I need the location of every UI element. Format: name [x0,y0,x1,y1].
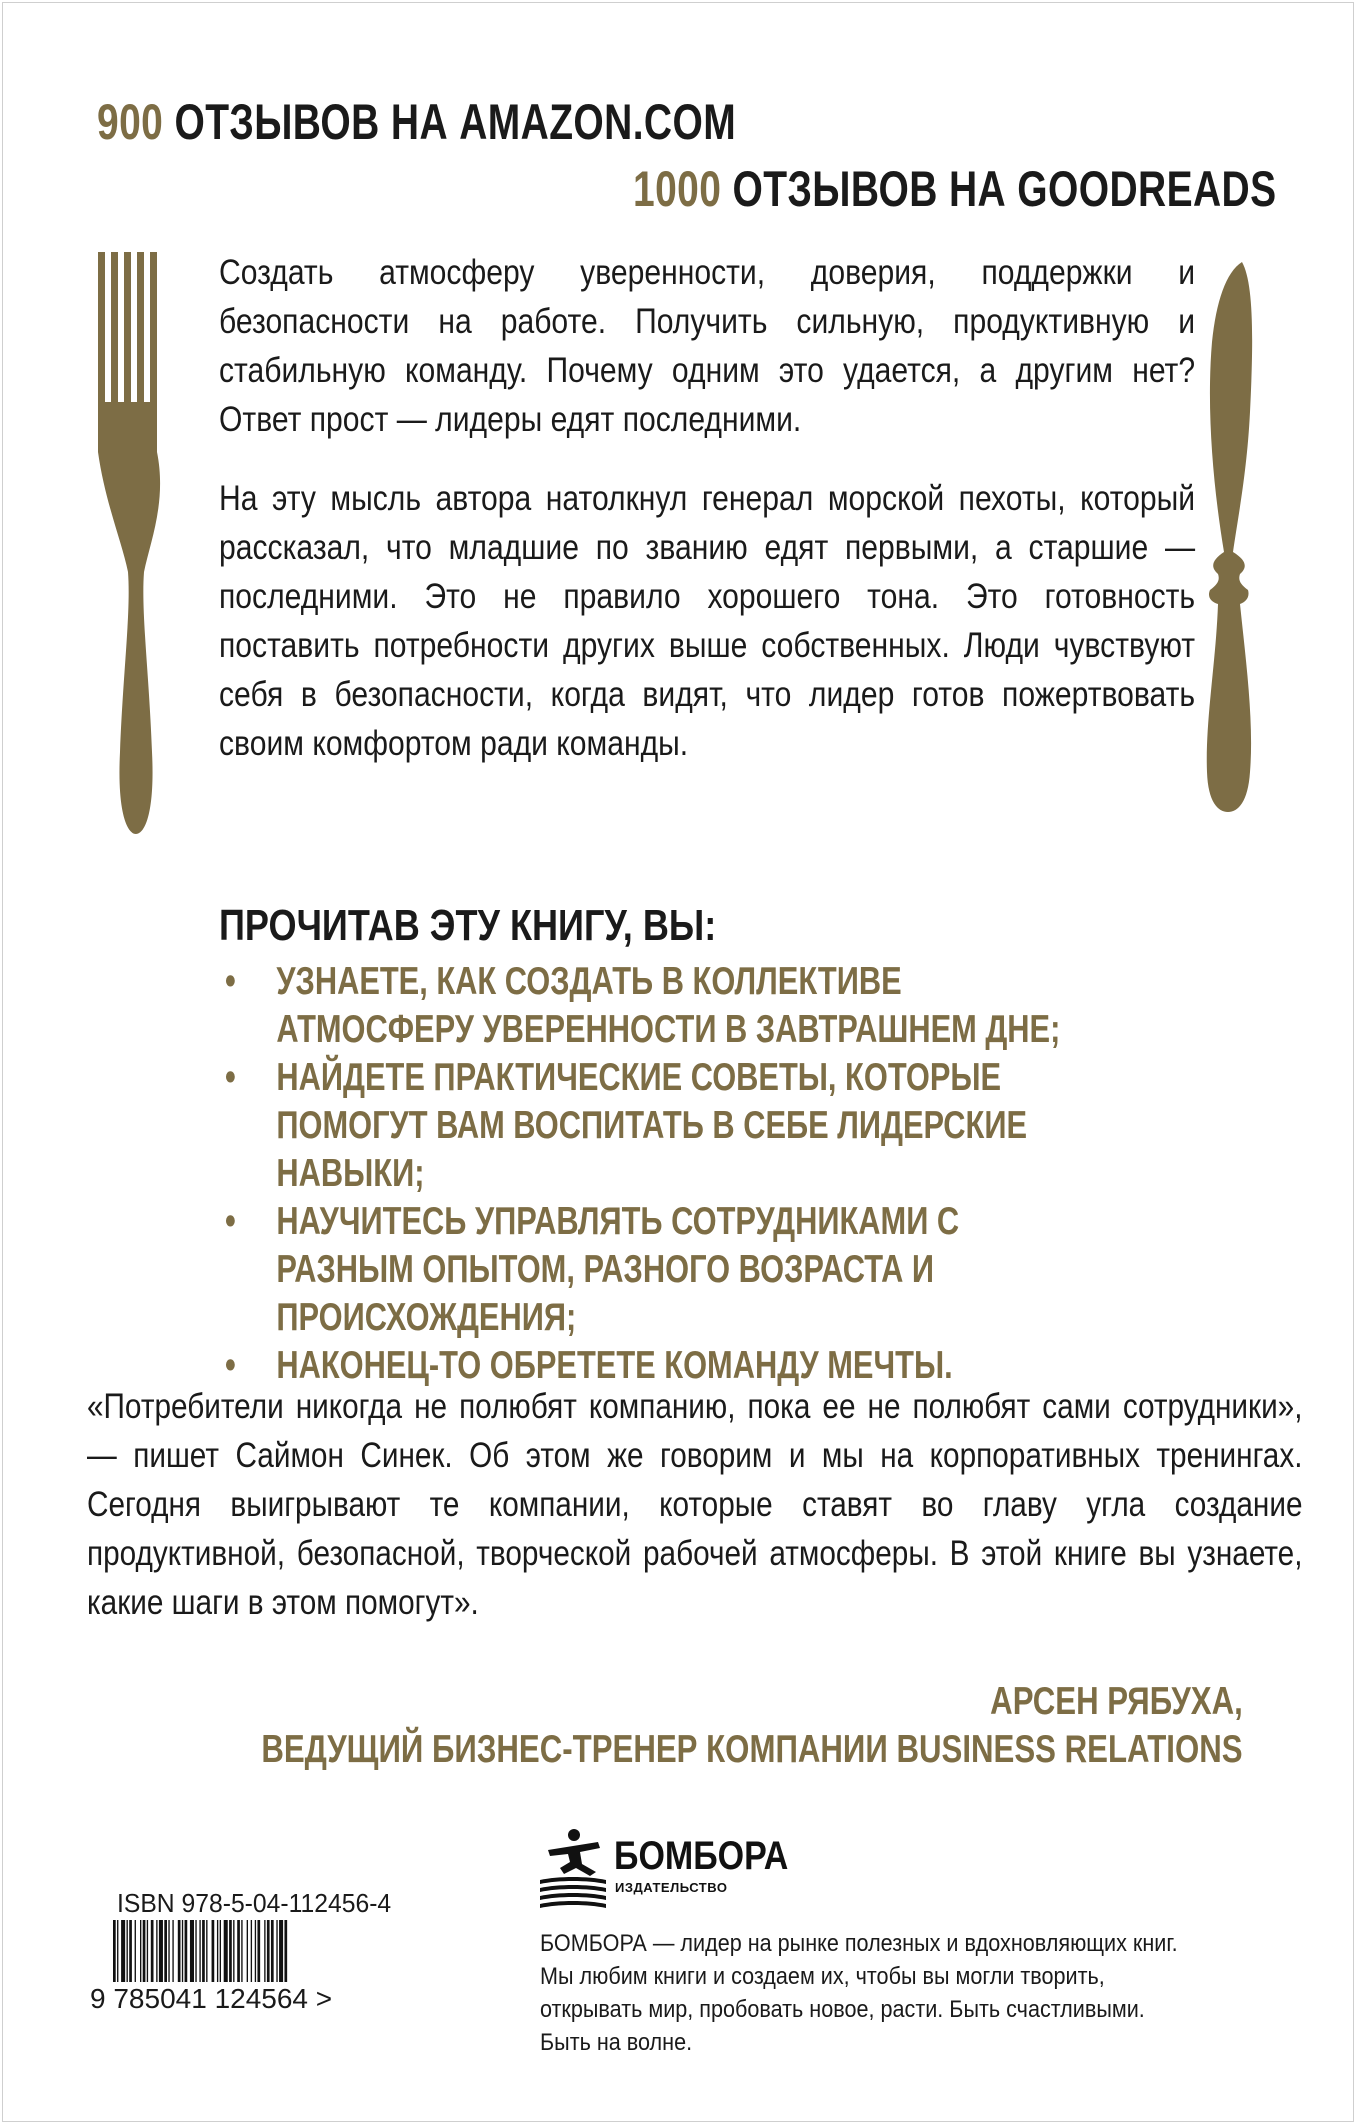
headline-goodreads [633,160,1277,218]
benefit-text: УЗНАЕТЕ, КАК СОЗДАТЬ В КОЛЛЕКТИВЕ АТМОСФЕРУ УВЕРЕННОСТИ В ЗАВТРАШНЕМ ДНЕ; [276,960,1061,1051]
list-item [225,958,1094,1054]
publisher-description: БОМБОРА — лидер на рынке полезных и вдохновляющих книг. Мы любим книги и создаем их, чтобы вы могли творить, открывать мир, пробовать новое, расти. Быть счастливыми. Быть на волне. [540,1930,1178,2056]
headline-amazon-text: ОТЗЫВОВ НА AMAZON.COM [163,94,737,150]
bullet-icon: • [225,1056,236,1099]
benefits-list [225,958,1094,1390]
benefit-text: НАЙДЕТЕ ПРАКТИЧЕСКИЕ СОВЕТЫ, КОТОРЫЕ ПОМОГУТ ВАМ ВОСПИТАТЬ В СЕБЕ ЛИДЕРСКИЕ НАВЫКИ; [276,1056,1028,1195]
headline-amazon [97,93,736,151]
intro-paragraph-1: Создать атмосферу уверенности, доверия, поддержки и безопасности на работе. Получить сильную, продуктивную и стабильную команду. Почему одним это удается, а другим нет? Ответ прост — лидеры едят последними. [219,253,1196,439]
intro-paragraph-2: На эту мысль автора натолкнул генерал морской пехоты, который рассказал, что младшие по званию едят первыми, а старшие — последними. Это не правило хорошего тона. Это готовность поставить потребности других выше собственных. Люди чувствуют себя в безопасности, когда видят, что лидер готов пожертвовать своим комфортом ради команды. [219,479,1196,763]
quote-author-title: ВЕДУЩИЙ БИЗНЕС-ТРЕНЕР КОМПАНИИ BUSINESS RELATIONS [261,1728,1243,1771]
benefit-text: НАКОНЕЦ-ТО ОБРЕТЕТЕ КОМАНДУ МЕЧТЫ. [276,1344,953,1387]
barcode-icon [113,1920,423,1986]
quote-author-name: АРСЕН РЯБУХА, [990,1680,1243,1723]
bullet-icon: • [225,960,236,1003]
quote-text: «Потребители никогда не полюбят компанию, пока ее не полюбят сами сотрудники», — пишет Саймон Синек. Об этом же говорим и мы на корпоративных тренингах. Сегодня выигрывают те компании, которые ставят во главу угла создание продуктивной, безопасной, творческой рабочей атмосферы. В этой книге вы узнаете, какие шаги в этом помогут». [87,1387,1303,1622]
intro-text [219,248,1195,798]
bullet-icon: • [225,1200,236,1243]
isbn-label: ISBN 978-5-04-112456-4 [117,1888,392,1918]
quote-block [87,1382,1303,1657]
list-item [225,1054,1094,1198]
list-item [225,1198,1094,1342]
bullet-icon: • [225,1344,236,1387]
benefit-text: НАУЧИТЕСЬ УПРАВЛЯТЬ СОТРУДНИКАМИ С РАЗНЫМ ОПЫТОМ, РАЗНОГО ВОЗРАСТА И ПРОИСХОЖДЕНИЯ; [276,1200,960,1339]
headline-amazon-count: 900 [97,94,164,150]
knife-icon [1198,262,1258,812]
headline-goodreads-count: 1000 [633,161,722,217]
fork-icon [95,252,177,834]
barcode-digits: 9 785041 124564 > [90,1983,333,2014]
publisher-name: БОМБОРА [614,1834,789,1878]
bombora-surfer-logo [538,1828,608,1912]
benefits-title: ПРОЧИТАВ ЭТУ КНИГУ, ВЫ: [219,901,717,950]
headline-goodreads-text: ОТЗЫВОВ НА GOODREADS [721,161,1277,217]
publisher-subtitle: ИЗДАТЕЛЬСТВО [615,1880,728,1895]
